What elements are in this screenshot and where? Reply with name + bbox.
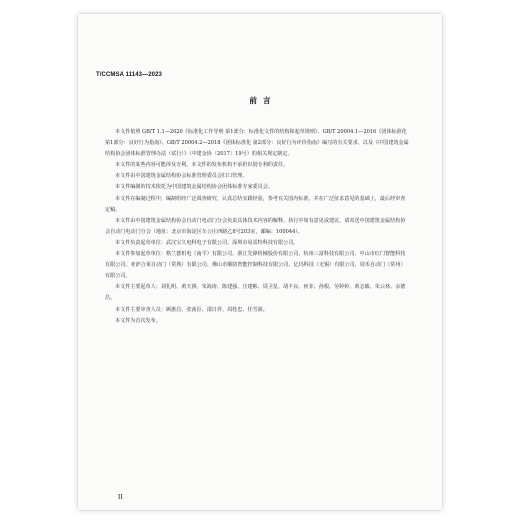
paragraph: 本文件主要起草人：刘礼明、黄天祺、朱海涛、陈建强、庄建彬、周卫星、胡丰良、何菲、孙根、劳婷婷、黄志敏、朱云林、余德昌。 [105,284,406,302]
paragraph: 本文件在编制过程中，编制组经广泛调查研究，认真总结实践经验，参考有关国内标准，并在广泛征求意见的基础上，最后经审查定稿。 [105,195,406,213]
paragraph: 本文件由中国建筑金属结构协会标准管理委员会归口管理。 [115,173,248,180]
paragraph: 本文件的某些内容可能涉及专利。本文件的发布机构不承担识别专利的责任。 [115,162,289,169]
paragraph: 本文件为首次发布。 [115,317,161,324]
page-number: II [118,493,123,501]
foreword-body [105,127,409,327]
paragraph: 本文件依照 GB/T 1.1—2020《标准化工作导则 第1部分：标准化文件的结构和起草规则》、GB/T 20004.1—2016《团体标准化 第1部分：良好行为指南》、GB/T 20004.2—2018《团体标准化 第2部分：良好行为评价指南》编写的有关要求，以及《中国建筑金属结构协会团体标准管理办法（试行）》（中建金协〔2017〕19号）的相关规定制定。 [105,129,409,158]
paragraph: 本文件由中国建筑金属结构协会自动门电动门分会负责具体技术内容的解释。执行中如有意见或建议，请寄送中国建筑金属结构协会自动门电动门分会（地址：北京市海淀区车公庄西路乙8号203室，邮编：100044）。 [105,217,406,235]
paragraph: 本文件参加起草单位：格兰德机电（南平）有限公司、浙江先锋机械股份有限公司、杭州三富科技有限公司、中山市红门智能科技有限公司、亚萨合莱自动门（常熟）有限公司、佛山市顺防智能控制科技有限公司、亿玛科技（无锡）有限公司、周禾自动门（常州）有限公司。 [105,251,406,280]
paragraph: 本文件负责起草单位：武汉宝久电科电子有限公司、深圳市易雷特科技有限公司。 [115,239,299,246]
paragraph: 本文件编制的技术依托为中国建筑金属结构协会团体标准专家委员会。 [115,184,273,191]
standard-number: T/CCMSA 11143—2023 [96,72,162,78]
page-title: 前言 [249,96,277,105]
paragraph: 本文件主要审查人员：顾惠昌、张茜臣、邵日祥、周桂忠、任雪源。 [115,306,268,313]
document-page [78,14,442,510]
